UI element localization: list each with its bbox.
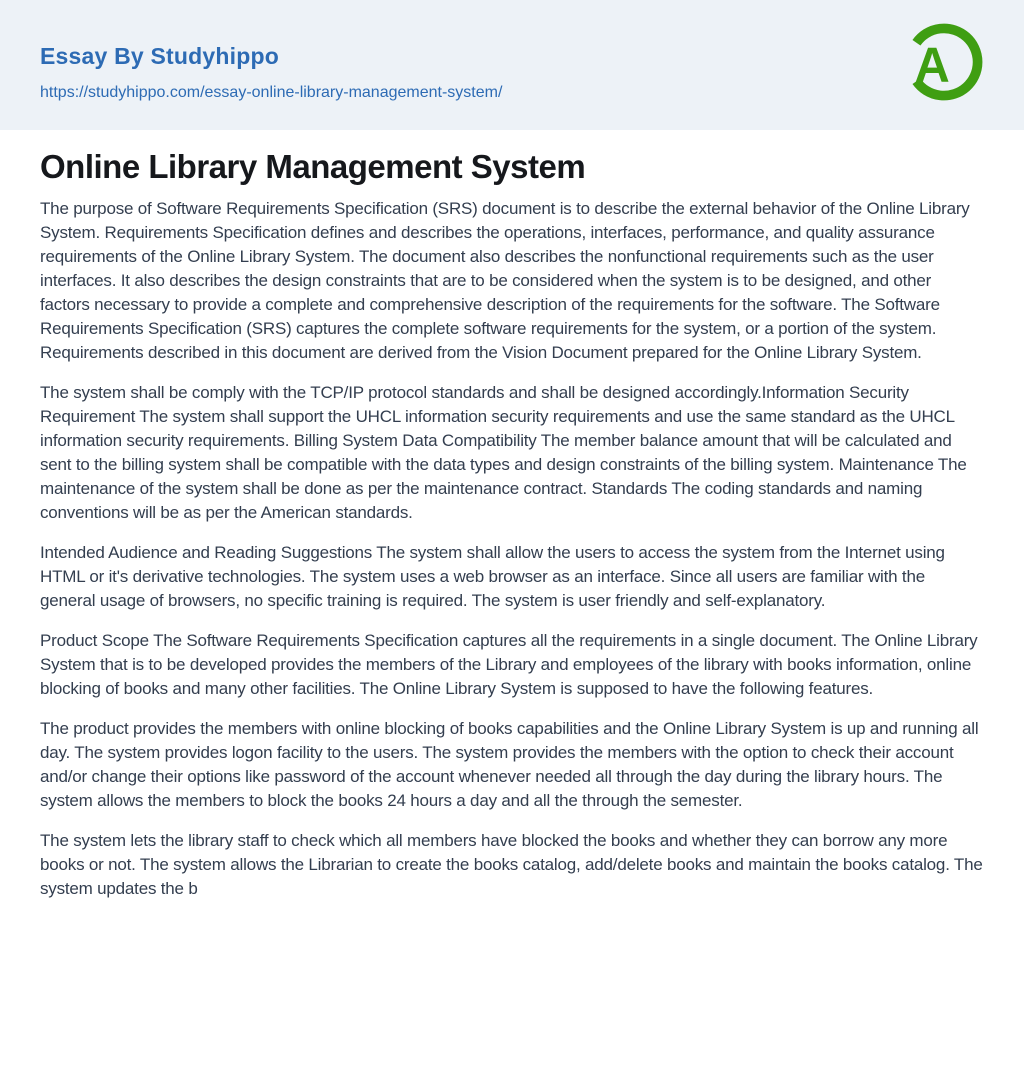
article (0, 130, 1024, 901)
logo-letter: A (914, 38, 950, 93)
header (0, 0, 1024, 130)
article-paragraph: The system lets the library staff to check which all members have blocked the books and whether they can borrow any more books or not. The system allows the Librarian to create the books catalog, add/delete books and maintain the books catalog. The system updates the b (40, 831, 983, 898)
essay-url-link[interactable]: https://studyhippo.com/essay-online-library-management-system/ (40, 84, 503, 101)
header-text-block (40, 41, 502, 103)
article-paragraph: Intended Audience and Reading Suggestions The system shall allow the users to access the system from the Internet using HTML or it's derivative technologies. The system uses a web browser as an interface. Since all users are familiar with the general usage of browsers, no specific training is required. The system is user friendly and self-explanatory. (40, 543, 945, 610)
article-title: Online Library Management System (40, 148, 586, 185)
studyhippo-logo-icon[interactable] (902, 20, 986, 104)
site-title: Essay By Studyhippo (40, 43, 279, 69)
article-paragraph: The product provides the members with online blocking of books capabilities and the Online Library System is up and running all day. The system provides logon facility to the users. The system provides the members with the option to check their account and/or change their options like password of the account whenever needed all through the day during the library hours. The system allows the members to block the books 24 hours a day and all the through the semester. (40, 719, 979, 810)
article-paragraph: The system shall be comply with the TCP/IP protocol standards and shall be designed accordingly.Information Security Requirement The system shall support the UHCL information security requirements and use the same standard as the UHCL information security requirements. Billing System Data Compatibility The member balance amount that will be calculated and sent to the billing system shall be compatible with the data types and design constraints of the billing system. Maintenance The maintenance of the system shall be done as per the maintenance contract. Standards The coding standards and naming conventions will be as per the American standards. (40, 383, 967, 522)
article-paragraph: The purpose of Software Requirements Specification (SRS) document is to describe the external behavior of the Online Library System. Requirements Specification defines and describes the operations, interfaces, performance, and quality assurance requirements of the Online Library System. The document also describes the nonfunctional requirements such as the user interfaces. It also describes the design constraints that are to be considered when the system is to be designed, and other factors necessary to provide a complete and comprehensive description of the requirements for the software. The Software Requirements Specification (SRS) captures the complete software requirements for the system, or a portion of the system. Requirements described in this document are derived from the Vision Document prepared for the Online Library System. (40, 199, 970, 362)
article-paragraph: Product Scope The Software Requirements Specification captures all the requirements in a single document. The Online Library System that is to be developed provides the members of the Library and employees of the library with books information, online blocking of books and many other facilities. The Online Library System is supposed to have the following features. (40, 631, 978, 698)
